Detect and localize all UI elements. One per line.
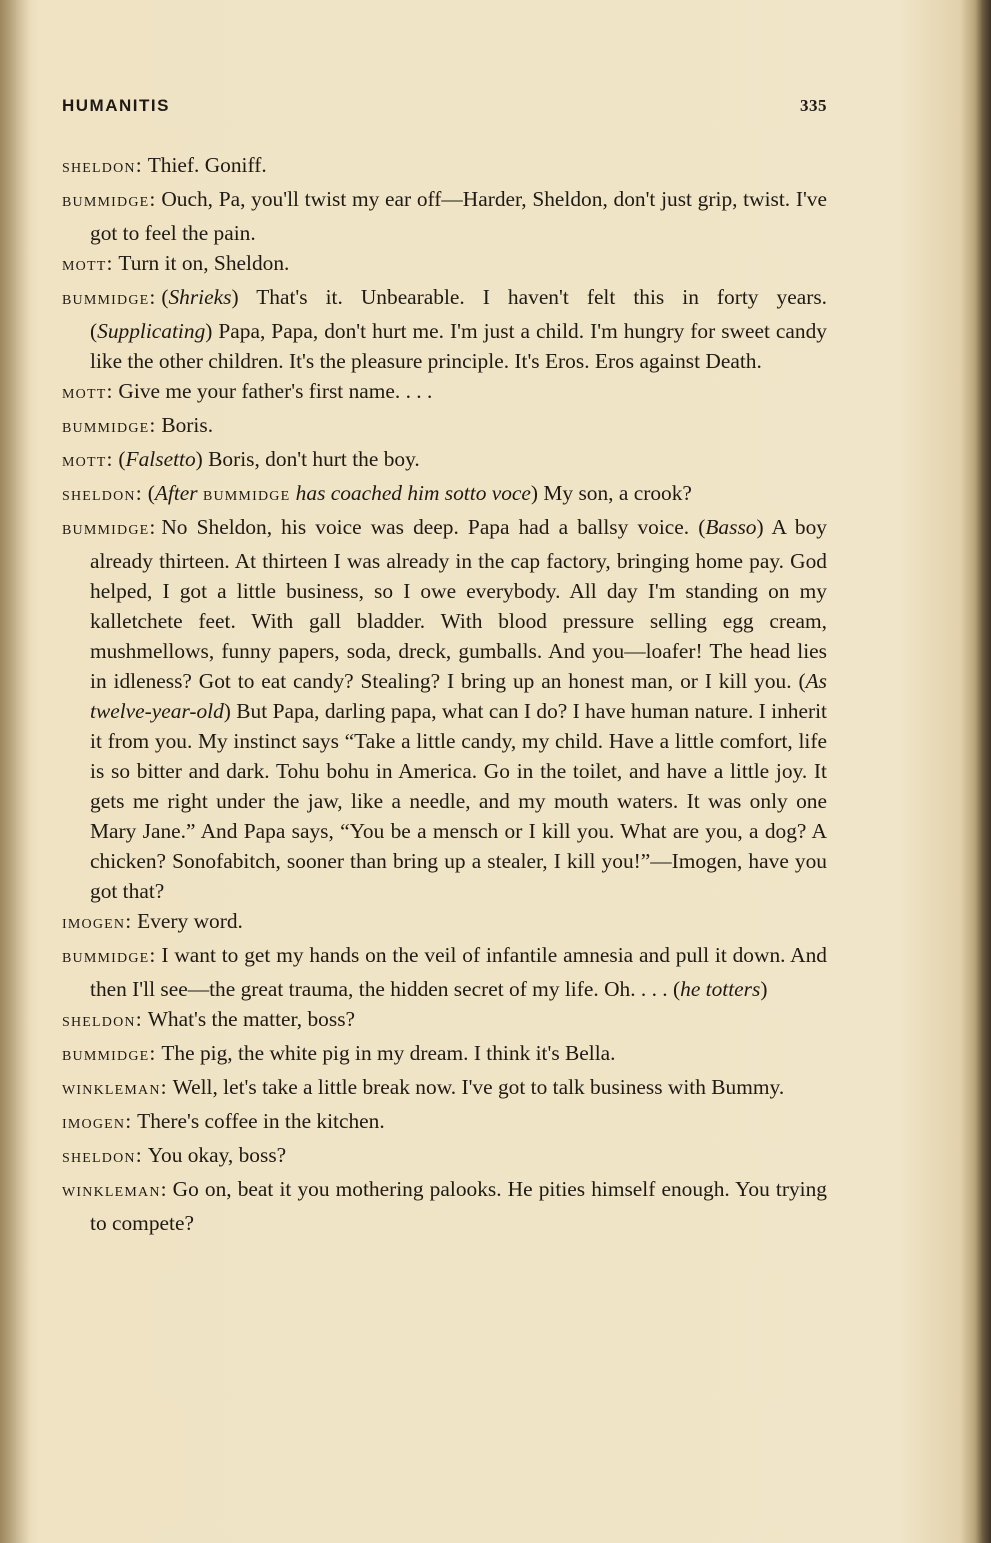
speech-bummidge — [62, 282, 827, 376]
speech-text: ) Papa, Papa, don't hurt me. I'm just a child. I'm hungry for sweet candy like the other children. It's the pleasure principle. It's Eros. Eros against Death. — [90, 319, 827, 373]
speech-text: ) My son, a crook? — [530, 481, 692, 505]
speech-text: Go on, beat it you mothering palooks. He pities himself enough. You trying to compete? — [90, 1177, 827, 1235]
stage-direction: Basso — [705, 515, 757, 539]
speech-text: Boris. — [161, 413, 214, 437]
speaker-name: IMOGEN — [62, 917, 126, 932]
speech-text: Ouch, Pa, you'll twist my ear off—Harder, Sheldon, don't just grip, twist. I've got to feel the pain. — [90, 187, 827, 245]
speaker-colon: : — [106, 379, 113, 403]
speech-text: I want to get my hands on the veil of infantile amnesia and pull it down. And then I'll see—the great trauma, the hidden secret of my life. Oh. . . . ( — [90, 943, 827, 1001]
speech-text: No Sheldon, his voice was deep. Papa had a ballsy voice. ( — [161, 515, 706, 539]
speech-imogen — [62, 906, 827, 940]
speaker-colon: : — [149, 943, 156, 967]
speech-text: What's the matter, boss? — [147, 1007, 356, 1031]
speech-text: ) Boris, don't hurt the boy. — [195, 447, 420, 471]
speaker-name: WINKLEMAN — [62, 1185, 161, 1200]
speech-text: Every word. — [137, 909, 243, 933]
dialogue-text — [62, 150, 827, 1238]
speech-text: ( — [161, 285, 169, 309]
speech-text: ( — [118, 447, 126, 471]
speaker-colon: : — [149, 515, 156, 539]
speaker-name: BUMMIDGE — [62, 1049, 150, 1064]
speaker-name: MOTT — [62, 455, 107, 470]
speech-sheldon — [62, 150, 827, 184]
speaker-name: BUMMIDGE — [62, 951, 150, 966]
speaker-colon: : — [160, 1177, 167, 1201]
speaker-name: BUMMIDGE — [62, 195, 150, 210]
speaker-name: MOTT — [62, 387, 107, 402]
speech-text: You okay, boss? — [147, 1143, 287, 1167]
speaker-colon: : — [135, 481, 142, 505]
stage-direction-name: BUMMIDGE — [202, 489, 291, 504]
speech-text: Give me your father's first name. . . . — [118, 379, 433, 403]
page-number: 335 — [800, 96, 827, 115]
speech-text: ) That's it. Unbearable. I haven't felt this in forty years. ( — [90, 285, 827, 343]
speaker-name: IMOGEN — [62, 1117, 126, 1132]
speaker-colon: : — [149, 413, 156, 437]
speaker-colon: : — [106, 447, 113, 471]
speech-imogen — [62, 1106, 827, 1140]
speaker-colon: : — [135, 1007, 142, 1031]
speech-winkleman — [62, 1072, 827, 1106]
speaker-name: SHELDON — [62, 489, 136, 504]
speaker-colon: : — [149, 285, 156, 309]
binding-gutter-shadow — [0, 0, 30, 1543]
speech-text: ) But Papa, darling papa, what can I do? I have human nature. I inherit it from you. My instinct says “Take a little candy, my child. Have a little comfort, life is so bitter and dark. Tohu bohu in America. Go in the toilet, and have a little joy. It gets me right under the jaw, like a needle, and my mouth waters. It was only one Mary Jane.” And Papa says, “You be a mensch or I kill you. What are you, a dog? A chicken? Sonofabitch, sooner than bring up a stealer, I kill you!”—Imogen, have you got that? — [90, 699, 827, 903]
speech-text: There's coffee in the kitchen. — [137, 1109, 385, 1133]
stage-direction: Falsetto — [125, 447, 196, 471]
stage-direction: Shrieks — [168, 285, 232, 309]
speaker-colon: : — [135, 153, 142, 177]
speaker-colon: : — [106, 251, 113, 275]
speaker-name: SHELDON — [62, 1015, 136, 1030]
speaker-name: MOTT — [62, 259, 107, 274]
speaker-name: BUMMIDGE — [62, 293, 150, 308]
stage-direction: After — [154, 481, 203, 505]
speech-text: ( — [147, 481, 155, 505]
speaker-colon: : — [125, 909, 132, 933]
speaker-name: BUMMIDGE — [62, 421, 150, 436]
speech-text: Turn it on, Sheldon. — [118, 251, 290, 275]
speech-text: ) A boy already thirteen. At thirteen I was already in the cap factory, bringing home pay. God helped, I got a little business, so I owe everybody. All day I'm standing on my kalletchete feet. With gall bladder. With blood pressure selling egg cream, mushmellows, funny papers, soda, dreck, gumballs. And you—loafer! The head lies in idleness? Got to eat candy? Stealing? I bring up an honest man, or I kill you. ( — [90, 515, 827, 693]
speech-bummidge — [62, 940, 827, 1004]
speaker-name: WINKLEMAN — [62, 1083, 161, 1098]
speech-bummidge — [62, 410, 827, 444]
speech-bummidge — [62, 512, 827, 906]
speech-text: Well, let's take a little break now. I've got to talk business with Bummy. — [172, 1075, 785, 1099]
speech-text: ) — [760, 977, 768, 1001]
speaker-colon: : — [149, 187, 156, 211]
running-head: HUMANITIS — [62, 96, 170, 115]
speech-text: Thief. Goniff. — [147, 153, 267, 177]
speech-bummidge — [62, 1038, 827, 1072]
speech-sheldon — [62, 478, 827, 512]
speaker-name: BUMMIDGE — [62, 523, 150, 538]
stage-direction: Supplicating — [97, 319, 206, 343]
stage-direction: he totters — [680, 977, 761, 1001]
speech-bummidge — [62, 184, 827, 248]
speaker-colon: : — [160, 1075, 167, 1099]
speech-mott — [62, 376, 827, 410]
speaker-colon: : — [135, 1143, 142, 1167]
speech-mott — [62, 248, 827, 282]
speech-winkleman — [62, 1174, 827, 1238]
speech-sheldon — [62, 1140, 827, 1174]
speaker-colon: : — [125, 1109, 132, 1133]
speaker-colon: : — [149, 1041, 156, 1065]
speech-sheldon — [62, 1004, 827, 1038]
stage-direction: has coached him sotto voce — [290, 481, 531, 505]
speech-mott — [62, 444, 827, 478]
speaker-name: SHELDON — [62, 161, 136, 176]
stage-direction: As twelve-year-old — [90, 669, 827, 723]
page-header — [62, 96, 827, 120]
speech-text: The pig, the white pig in my dream. I think it's Bella. — [161, 1041, 616, 1065]
speaker-name: SHELDON — [62, 1151, 136, 1166]
